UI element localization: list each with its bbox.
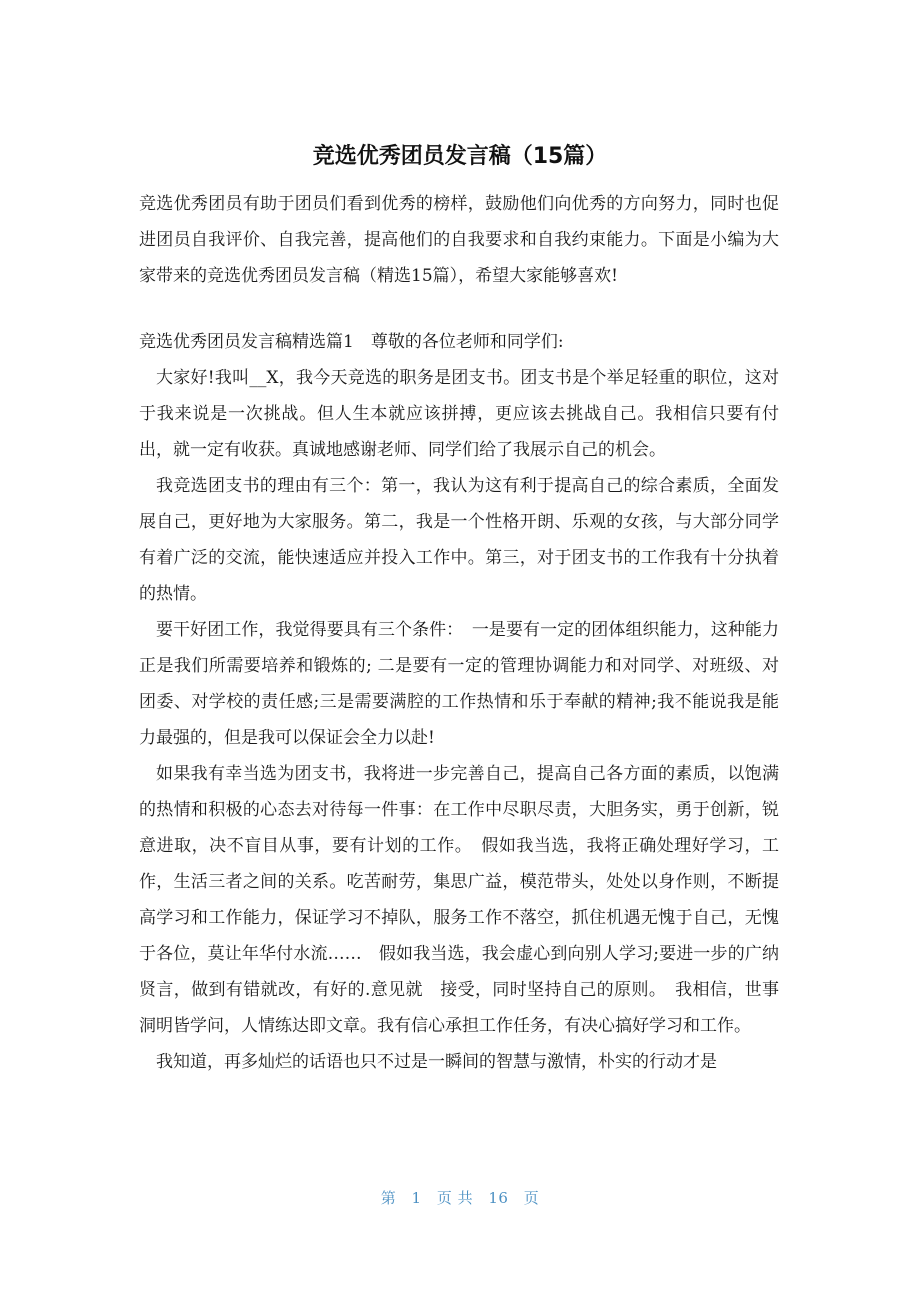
document-body <box>139 186 779 1080</box>
body-paragraph-3: 要干好团工作，我觉得要具有三个条件： 一是要有一定的团体组织能力，这种能力正是我们所需要培养和锻炼的; 二是要有一定的管理协调能力和对同学、对班级、对团委、对学校的责任感;三是需要满腔的工作热情和乐于奉献的精神;我不能说我是能力最强的，但是我可以保证会全力以赴! <box>139 620 779 748</box>
body-paragraph-5: 我知道，再多灿烂的话语也只不过是一瞬间的智慧与激情，朴实的行动才是 <box>156 1052 717 1072</box>
footer-current-page: 1 <box>411 1189 422 1207</box>
footer-label-end: 页 <box>523 1189 540 1207</box>
body-paragraph-4: 如果我有幸当选为团支书，我将进一步完善自己，提高自己各方面的素质，以饱满的热情和积极的心态去对待每一件事：在工作中尽职尽责，大胆务实，勇于创新，锐意进取，决不盲目从事，要有计划的工作。 假如我当选，我将正确处理好学习，工作，生活三者之间的关系。吃苦耐劳，集思广益，模范带头，处处以身作则，不断提高学习和工作能力，保证学习不掉队，服务工作不落空，抓住机遇无愧于自己，无愧于各位，莫让年华付水流…… 假如我当选，我会虚心到向别人学习;要进一步的广纳贤言，做到有错就改，有好的.意见就 接受，同时坚持自己的原则。 我相信，世事洞明皆学问，人情练达即文章。我有信心承担工作任务，有决心搞好学习和工作。 <box>139 764 779 1036</box>
body-paragraph-2: 我竞选团支书的理由有三个：第一，我认为这有利于提高自己的综合素质，全面发展自己，更好地为大家服务。第二，我是一个性格开朗、乐观的女孩，与大部分同学有着广泛的交流，能快速适应并投入工作中。第三，对于团支书的工作我有十分执着的热情。 <box>139 476 779 604</box>
footer-label-page: 第 <box>380 1189 397 1207</box>
footer-label-of: 页 共 <box>436 1189 474 1207</box>
document-title: 竞选优秀团员发言稿（15篇） <box>312 144 608 169</box>
intro-paragraph: 竞选优秀团员有助于团员们看到优秀的榜样，鼓励他们向优秀的方向努力，同时也促进团员自我评价、自我完善，提高他们的自我要求和自我约束能力。下面是小编为大家带来的竞选优秀团员发言稿（精选15篇），希望大家能够喜欢! <box>139 194 779 286</box>
body-paragraph-1: 大家好!我叫__X，我今天竞选的职务是团支书。团支书是个举足轻重的职位，这对于我来说是一次挑战。但人生本就应该拼搏，更应该去挑战自己。我相信只要有付出，就一定有收获。真诚地感谢老师、同学们给了我展示自己的机会。 <box>139 368 779 460</box>
footer-total-pages: 16 <box>488 1189 509 1207</box>
page-footer <box>0 1184 920 1212</box>
section-heading: 竞选优秀团员发言稿精选篇1 尊敬的各位老师和同学们: <box>139 332 564 352</box>
